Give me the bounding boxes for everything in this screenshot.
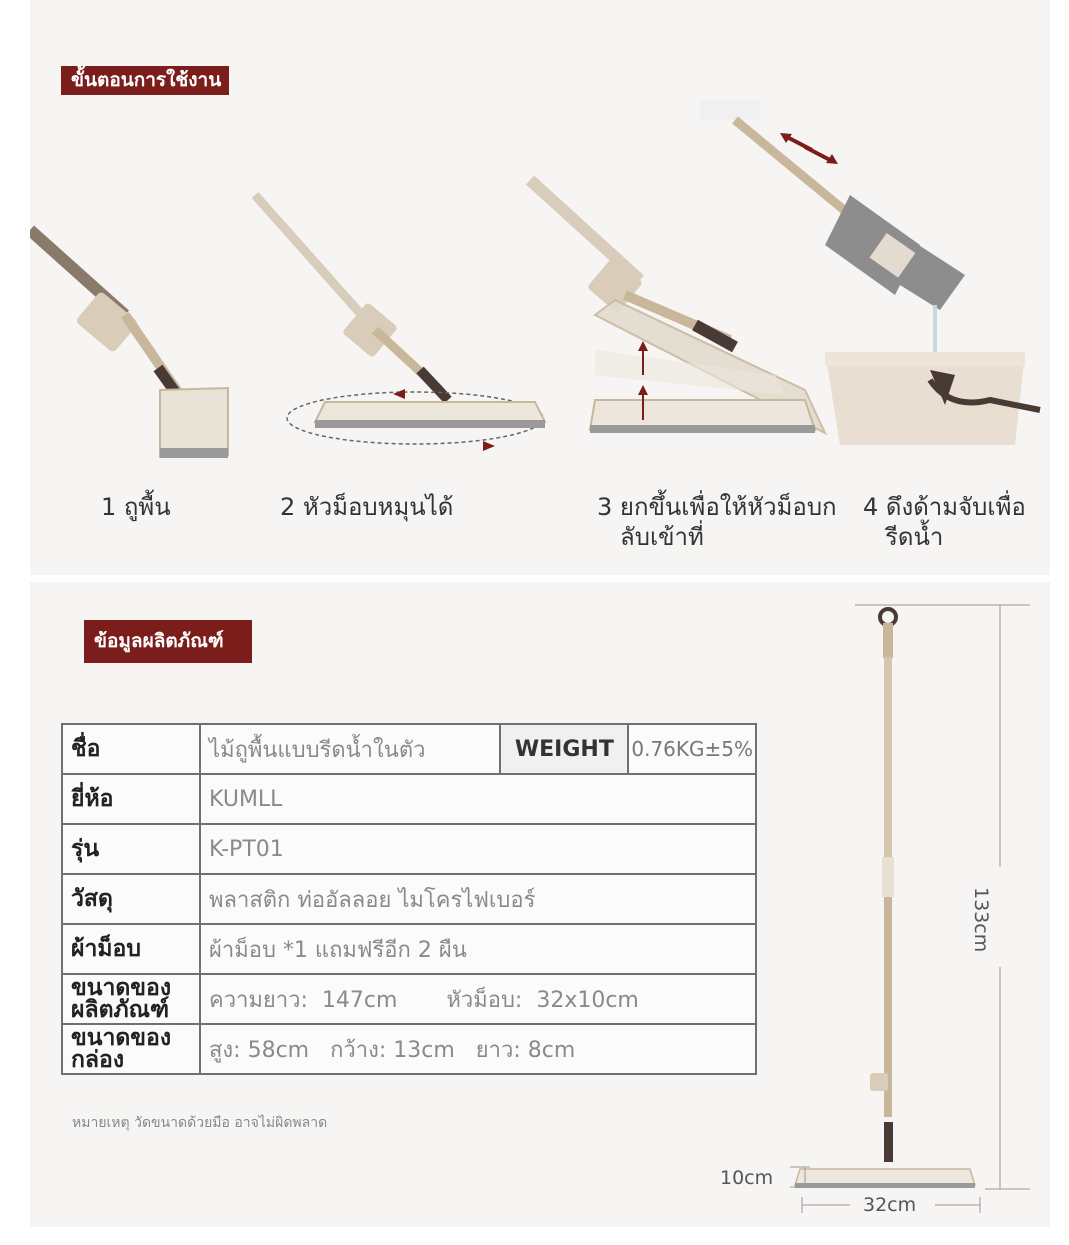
height-dimension-label: 133cm [970,887,992,953]
product-spec-table [61,723,757,1075]
head-depth-label: 10cm [720,1167,774,1189]
table-row [62,874,756,924]
spec-label: วัสดุ [62,874,200,924]
spec-label: ยี่ห้อ [62,774,200,824]
table-row [62,924,756,974]
product-info-panel [30,582,1050,1227]
product-info-title: ข้อมูลผลิตภัณฑ์ [84,620,252,663]
spec-label: รุ่น [62,824,200,874]
measurement-note: หมายเหตุ วัดขนาดด้วยมือ อาจไม่ผิดพลาด [72,1115,328,1131]
table-row [62,774,756,824]
spec-value: พลาสติก ท่ออัลลอย ไมโครไฟเบอร์ [200,874,756,924]
table-row [62,824,756,874]
step-1-caption: 1 ถูพื้น [101,493,171,521]
table-row [62,1024,756,1074]
spec-value: K-PT01 [200,824,756,874]
mop-dimension-drawing [790,597,1050,1227]
weight-label: WEIGHT [500,724,628,774]
spec-label: ผ้าม็อบ [62,924,200,974]
step-4-illustration [680,90,1050,470]
step-3-caption: 3 ยกขึ้นเพื่อให้หัวม็อบก [597,493,837,521]
step-4-caption: 4 ดึงด้ามจับเพื่อ [863,493,1026,521]
table-row [62,724,756,774]
spec-value: ไม้ถูพื้นแบบรีดน้ำในตัว [200,724,500,774]
step-2-caption: 2 หัวม็อบหมุนได้ [280,493,454,521]
step-4-caption-line2: รีดน้ำ [885,523,944,551]
spec-value: ผ้าม็อบ *1 แถมฟรีอีก 2 ผืน [200,924,756,974]
spec-value: ความยาว: 147cm หัวม็อบ: 32x10cm [200,974,756,1024]
step-3-caption-line2: ลับเข้าที่ [620,523,704,551]
step-1-illustration [30,220,250,470]
spec-value: KUMLL [200,774,756,824]
spec-label: ชื่อ [62,724,200,774]
step-2-illustration [245,190,565,470]
weight-value: 0.76KG±5% [628,724,756,774]
head-width-label: 32cm [863,1194,917,1216]
usage-steps-panel [30,0,1050,575]
spec-label: ขนาดของ กล่อง [62,1024,200,1074]
table-row [62,974,756,1024]
usage-steps-title: ขั้นตอนการใช้งาน [61,66,229,95]
spec-value: สูง: 58cm กว้าง: 13cm ยาว: 8cm [200,1024,756,1074]
spec-label: ขนาดของ ผลิตภัณฑ์ [62,974,200,1024]
